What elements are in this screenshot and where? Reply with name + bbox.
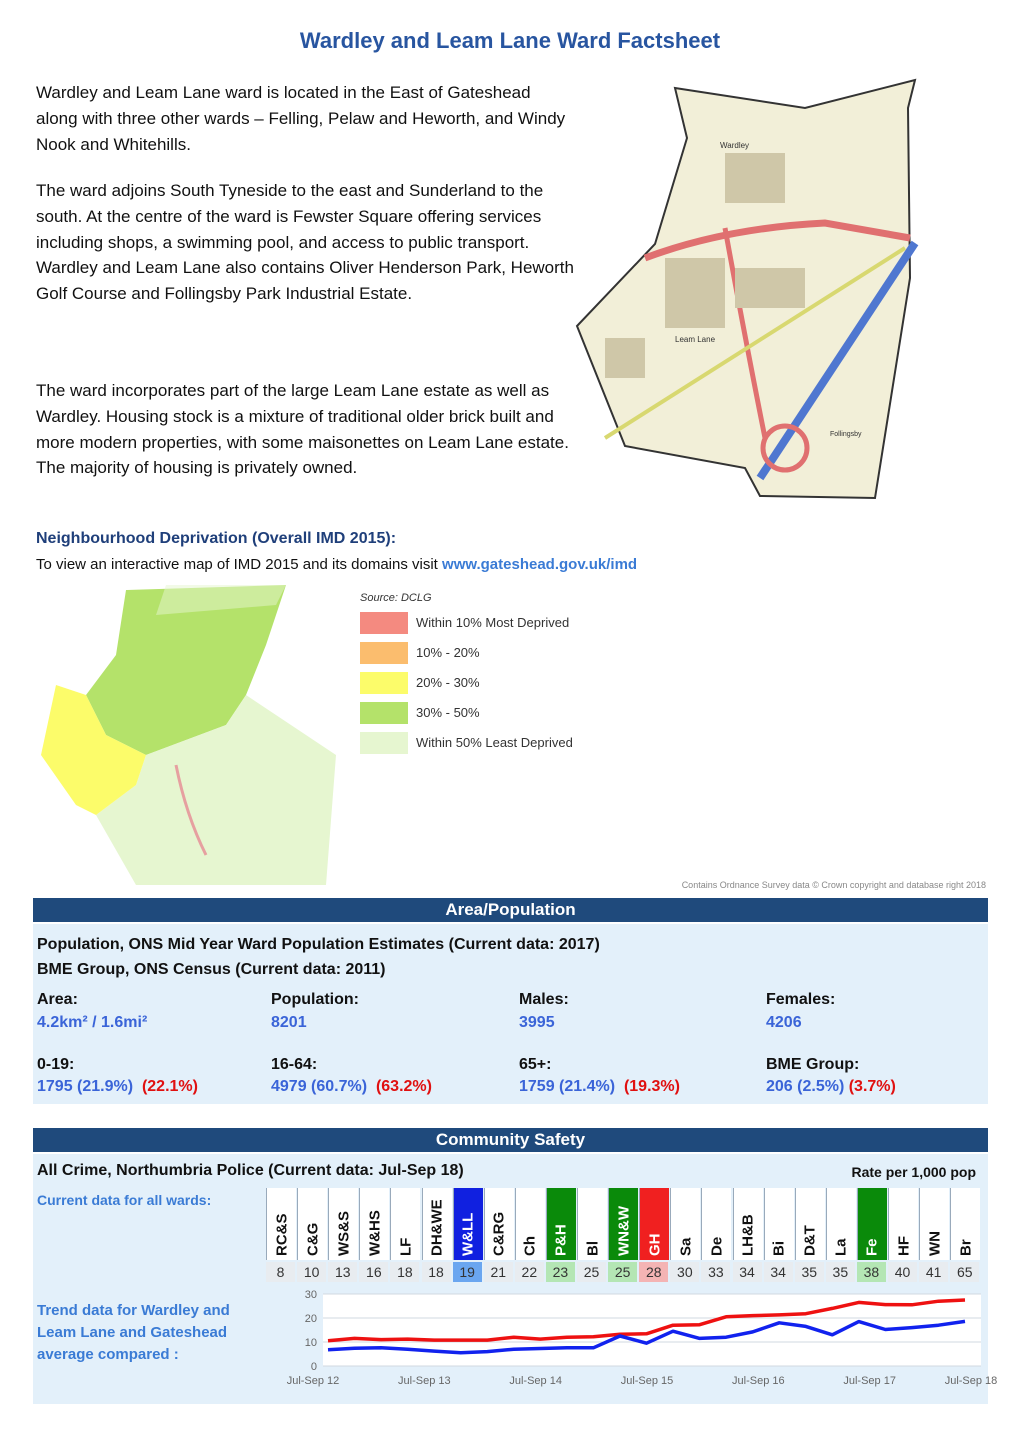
intro-paragraph-1: Wardley and Leam Lane ward is located in the East of Gateshead along with three other wards – Felling, Pelaw and Heworth, and Windy Nook and Whitehills. [36, 83, 566, 154]
age-65-label: 65+: [519, 1056, 552, 1073]
legend-label: Within 10% Most Deprived [416, 615, 570, 630]
ward-code: W&HS [366, 1210, 384, 1256]
area-population-header: Area/Population [33, 898, 988, 922]
ward-rate: 41 [919, 1262, 948, 1282]
x-tick-label: Jul-Sep 16 [732, 1375, 785, 1387]
imd-link[interactable]: www.gateshead.gov.uk/imd [442, 556, 638, 573]
ward-code: Br [957, 1239, 975, 1256]
trend-chart [253, 1286, 998, 1404]
ward-code: Fe [863, 1238, 881, 1256]
ward-map [575, 78, 995, 498]
population-label: Population: [271, 991, 359, 1008]
ward-column [950, 1188, 980, 1260]
ward-column [733, 1188, 763, 1260]
age-16-64-average: (63.2%) [375, 1078, 432, 1095]
ward-column [515, 1188, 545, 1260]
ward-rate: 18 [422, 1262, 451, 1282]
ward-code: C&G [304, 1222, 322, 1256]
age-65-values [519, 1078, 680, 1096]
ward-rate: 40 [888, 1262, 917, 1282]
ward-code: LH&B [739, 1214, 757, 1256]
females-value: 4206 [766, 1014, 802, 1031]
ward-column [919, 1188, 949, 1260]
ward-column [888, 1188, 918, 1260]
deprivation-intro: To view an interactive map of IMD 2015 and its domains visit [36, 556, 443, 573]
ward-rate: 65 [950, 1262, 979, 1282]
age-16-64-values [271, 1078, 432, 1096]
ward-rate: 22 [515, 1262, 544, 1282]
area-label: Area: [37, 991, 78, 1008]
x-tick-label: Jul-Sep 15 [620, 1375, 674, 1387]
ward-code: Sa [677, 1237, 695, 1256]
ward-column [857, 1188, 887, 1260]
ward-rate: 21 [484, 1262, 513, 1282]
x-tick-label: Jul-Sep 13 [398, 1375, 451, 1387]
ward-code: WN&W [615, 1206, 633, 1256]
community-safety-header: Community Safety [33, 1128, 988, 1152]
ward-code: C&RG [490, 1211, 508, 1256]
ward-code: La [832, 1238, 850, 1256]
rate-label: Rate per 1,000 pop [851, 1164, 976, 1180]
map-label-leam-lane: Leam Lane [675, 335, 716, 344]
legend-swatch [360, 732, 408, 754]
ward-rate: 16 [359, 1262, 388, 1282]
ward-column [390, 1188, 420, 1260]
age-16-64-label: 16-64: [271, 1056, 318, 1073]
deprivation-text [36, 556, 637, 573]
population-value: 8201 [271, 1014, 307, 1031]
community-safety-panel [33, 1154, 998, 1404]
ward-column [670, 1188, 700, 1260]
legend-swatch [360, 642, 408, 664]
ward-column [453, 1188, 483, 1260]
ward-column [764, 1188, 794, 1260]
age-16-64-value: 4979 (60.7%) [271, 1078, 368, 1095]
ward-column [701, 1188, 731, 1260]
ward-code: Bi [770, 1241, 788, 1256]
ward-column [826, 1188, 856, 1260]
ward-rate: 28 [639, 1262, 668, 1282]
bme-average: (3.7%) [848, 1078, 896, 1095]
y-tick-label: 10 [304, 1337, 317, 1349]
ward-rate: 30 [670, 1262, 699, 1282]
ward-column [359, 1188, 389, 1260]
ward-column [577, 1188, 607, 1260]
ward-code: Ch [521, 1236, 539, 1256]
ward-rate: 23 [546, 1262, 575, 1282]
ward-rate: 25 [577, 1262, 606, 1282]
legend-label: Within 50% Least Deprived [416, 735, 573, 750]
x-tick-label: Jul-Sep 18 [944, 1375, 998, 1387]
page-title: Wardley and Leam Lane Ward Factsheet [299, 28, 721, 53]
legend-swatch [360, 672, 408, 694]
males-label: Males: [519, 991, 569, 1008]
legend-swatch [360, 702, 408, 724]
map-label-wardley: Wardley [720, 141, 750, 150]
age-65-average: (19.3%) [623, 1078, 680, 1095]
ward-rate: 8 [266, 1262, 295, 1282]
bme-source: BME Group, ONS Census (Current data: 2011) [37, 961, 386, 978]
legend-swatch [360, 612, 408, 634]
ward-rate: 13 [328, 1262, 357, 1282]
ward-code: Bl [584, 1241, 602, 1256]
age-0-19-label: 0-19: [37, 1056, 75, 1073]
crime-source: All Crime, Northumbria Police (Current data: Jul-Sep 18) [37, 1162, 464, 1179]
ward-rate: 34 [764, 1262, 793, 1282]
legend-label: 30% - 50% [416, 705, 480, 720]
area-value: 4.2km² / 1.6mi² [37, 1014, 148, 1031]
ward-code: HF [895, 1236, 913, 1256]
ward-column [297, 1188, 327, 1260]
ward-column [608, 1188, 638, 1260]
ward-code: P&H [552, 1224, 570, 1256]
trend-label: Trend data for Wardley and Leam Lane and Gateshead average compared : [37, 1302, 230, 1363]
bme-label: BME Group: [766, 1056, 860, 1073]
age-0-19-values [37, 1078, 198, 1096]
ward-column [266, 1188, 296, 1260]
x-tick-label: Jul-Sep 17 [843, 1375, 896, 1387]
source-label: Source: DCLG [360, 592, 432, 604]
ward-column [328, 1188, 358, 1260]
ward-column [546, 1188, 576, 1260]
ward-code: D&T [801, 1225, 819, 1256]
legend-label: 10% - 20% [416, 645, 480, 660]
bme-value: 206 (2.5%) [766, 1078, 845, 1095]
age-65-value: 1759 (21.4%) [519, 1078, 616, 1095]
legend-label: 20% - 30% [416, 675, 480, 690]
area-population-panel [33, 924, 988, 1104]
ward-code: WN [926, 1231, 944, 1256]
ward-code: LF [397, 1237, 415, 1256]
ward-rate-table [266, 1188, 982, 1284]
ward-rate: 35 [795, 1262, 824, 1282]
deprivation-map [36, 585, 346, 885]
copyright-note: Contains Ordnance Survey data © Crown copyright and database right 2018 [681, 880, 986, 890]
females-label: Females: [766, 991, 836, 1008]
ward-rate: 34 [733, 1262, 762, 1282]
x-tick-label: Jul-Sep 14 [509, 1375, 562, 1387]
intro-paragraph-2: The ward adjoins South Tyneside to the east and Sunderland to the south. At the centre of the ward is Fewster Square offering services including shops, a swimming pool, and access to public transport. Wardley and Leam Lane also contains Oliver Henderson Park, Heworth Golf Course and Follingsby Park Industrial Estate. [36, 181, 574, 304]
ward-code: DH&WE [428, 1199, 446, 1256]
ward-rate: 19 [453, 1262, 482, 1282]
ward-rate: 35 [826, 1262, 855, 1282]
males-value: 3995 [519, 1014, 555, 1031]
current-data-label: Current data for all wards: [37, 1192, 212, 1208]
age-0-19-value: 1795 (21.9%) [37, 1078, 134, 1095]
ward-rate: 33 [701, 1262, 730, 1282]
ward-code: W&LL [459, 1212, 477, 1256]
ward-rate: 10 [297, 1262, 326, 1282]
ward-column [795, 1188, 825, 1260]
ward-code: De [708, 1236, 726, 1256]
ward-column [422, 1188, 452, 1260]
bme-values [766, 1078, 896, 1096]
ward-column [484, 1188, 514, 1260]
y-tick-label: 0 [310, 1361, 317, 1373]
ward-column [639, 1188, 669, 1260]
ward-rate: 25 [608, 1262, 637, 1282]
y-tick-label: 20 [304, 1313, 317, 1325]
ward-code: GH [646, 1233, 664, 1256]
ward-rate: 18 [390, 1262, 419, 1282]
x-tick-label: Jul-Sep 12 [286, 1375, 340, 1387]
ward-rate: 38 [857, 1262, 886, 1282]
population-source: Population, ONS Mid Year Ward Population Estimates (Current data: 2017) [37, 936, 600, 953]
map-label-follingsby: Follingsby [830, 431, 862, 438]
y-tick-label: 30 [304, 1289, 317, 1301]
ward-code: RC&S [273, 1213, 291, 1256]
age-0-19-average: (22.1%) [141, 1078, 198, 1095]
intro-paragraph-3: The ward incorporates part of the large Leam Lane estate as well as Wardley. Housing stock is a mixture of traditional older brick built and more modern properties, with some maisonettes on Leam Lane estate. The majority of housing is privately owned. [36, 381, 569, 478]
ward-code: WS&S [335, 1211, 353, 1256]
deprivation-heading: Neighbourhood Deprivation (Overall IMD 2015): [36, 530, 397, 547]
